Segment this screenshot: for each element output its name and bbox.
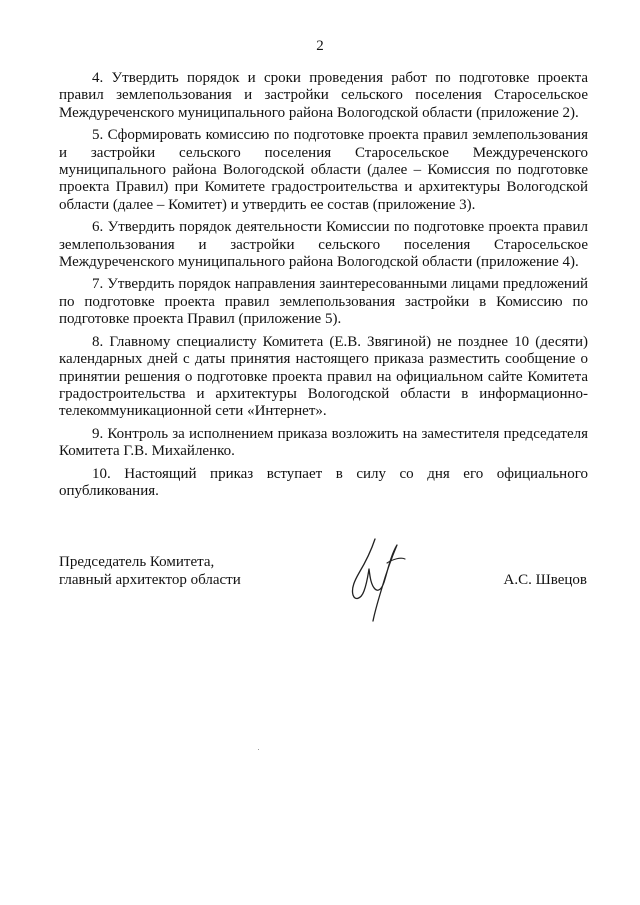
signer-name: А.С. Швецов [503, 572, 587, 588]
document-body [59, 70, 588, 505]
paragraph-item-6: 6. Утвердить порядок деятельности Комиссии по подготовке проекта правил землепользования и застройки сельского поселения Старосельское Междуреченского муниципального района Вологодской области (приложение 4). [59, 219, 588, 271]
paragraph-item-4: 4. Утвердить порядок и сроки проведения работ по подготовке проекта правил землепользования и застройки сельского поселения Старосельское Междуреченского муниципального района Вологодской области (приложение 2). [59, 70, 588, 121]
paragraph-item-9: 9. Контроль за исполнением приказа возложить на заместителя председателя Комитета Г.В. Михайленко. [59, 425, 588, 460]
signer-title-line-1: Председатель Комитета, [59, 554, 215, 570]
scan-speck [258, 749, 259, 750]
page-number: 2 [316, 38, 324, 54]
handwritten-signature [331, 533, 426, 628]
signer-title-line-2: главный архитектор области [59, 572, 241, 588]
signature-block [59, 553, 589, 623]
paragraph-item-10: 10. Настоящий приказ вступает в силу со дня его официального опубликования. [59, 465, 588, 499]
paragraph-item-8: 8. Главному специалисту Комитета (Е.В. Звягиной) не позднее 10 (десяти) календарных дней с даты принятия настоящего приказа разместить сообщение о принятии решения о подготовке проекта правил на официальном сайте Комитета градостроительства и архитектуры Вологодской области в информационно-телекоммуникационной сети «Интернет». [59, 333, 588, 420]
paragraph-item-7: 7. Утвердить порядок направления заинтересованными лицами предложений по подготовке проекта правил землепользования застройки в Комиссию по подготовке проекта Правил (приложение 5). [59, 276, 588, 328]
paragraph-item-5: 5. Сформировать комиссию по подготовке проекта правил землепользования и застройки сельского поселения Старосельское Междуреченского муниципального района Вологодской области (далее – Комиссия по подготовке проекта Правил) при Комитете градостроительства и архитектуры Вологодской области (далее – Комитет) и утвердить ее состав (приложение 3). [59, 127, 588, 213]
signer-title [59, 553, 241, 589]
